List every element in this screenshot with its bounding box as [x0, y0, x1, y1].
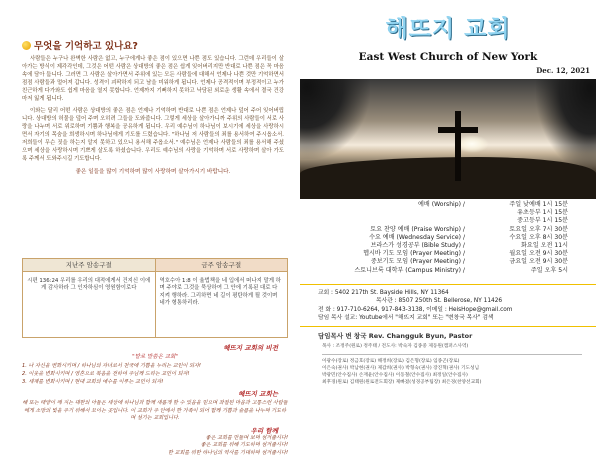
vision-section — [22, 343, 288, 458]
vision-item: 2. 이웃을 변화시키며 / 영혼으로 복음을 전하여 주님께 드리는 교인이 되자! — [22, 371, 190, 377]
manse-address: 목사관 : 8507 250th St. Bellerose, NY 11426 — [376, 298, 503, 305]
belief-paragraph: 해 또는 태양이 매 지는 대한의 아들은 세상에 하나님과 함께 새롭게 할 수 있음을 믿으며 좌절된 마음과 고통스런 사람들에게 소망의 빛을 주기 위해서 모이는 곳입니다. 이 교회가 주 안에서 한 가족이 되어 함께 기쁨과 슬픔을 나누며 기도하며 섬기는 교회입니다. — [22, 400, 288, 422]
schedule-name: 예배 (Worship) / — [418, 201, 465, 208]
schedule-row — [300, 226, 596, 234]
schedule-row — [300, 201, 596, 209]
schedule-time: 화요일 오전 11시 — [521, 241, 568, 249]
schedule-name — [300, 209, 468, 217]
meditation-section — [22, 38, 284, 175]
this-week-verse — [155, 259, 288, 337]
belief-title: 해뜨지 교회는 — [238, 390, 278, 398]
schedule-name: 수요 예배 (Wednesday Service) / — [369, 233, 465, 241]
meditation-paragraph-2: 이와는 달리 어떤 사람은 상대방의 좋은 점은 언제나 기억하며 반대로 나쁜 점은 언제나 덮어 주어 잊어버립니다. 상대방의 허물을 덮어 주며 오히려 그들을 도와줍니다. 그렇게 세상을 살아가니까 주위의 사람들이 서로 사랑을 나누며 서로 위로하며 기쁨과 행복을 공유하게 됩니다. 우리 예수님이 하나님이 보시기에 세상을 사랑하시면서 자기의 목숨을 희생하시며 하나님에게 기도를 드렸습니다. "하나님 저 사람들의 죄를 용서하여 주시옵소서. 저희들이 무슨 짓을 하는지 알지 못하고 있으니 용서해 주옵소서." 예수님은 언제나 사람들의 죄를 용서해 주셨으며 세상을 사랑하시며 기쁘게 살도록 하셨습니다. 우리도 예수님의 사랑을 기억하며 서로 사랑하며 살아 가도록 주께서 도와주시길 기도합니다. — [22, 107, 284, 163]
vision-subtitle: "말로 말씀은 교회" — [132, 354, 178, 360]
vision-item: 1. 나 자신을 변화시키며 / 하나님의 자녀로서 천국에 기쁨을 누리는 교인이 되자! — [22, 363, 201, 369]
schedule-time: 유초등부 1시 15분 — [517, 209, 568, 217]
vision-list — [22, 362, 288, 386]
memory-verse-box — [22, 258, 288, 338]
sun-bullet-icon — [22, 41, 31, 50]
church-name-korean: 해뜨지 교회 — [385, 16, 511, 42]
senior-pastor: 담임목사 변 창국 Rev. Changguk Byun, Pastor — [300, 326, 596, 340]
meditation-paragraph-1: 사람들은 누구나 완벽한 사람은 없고, 누구에게나 좋은 점이 있으면 나쁜 점도 있습니다. 그런데 우리들이 살아가는 방식이 제각각인데, 그것은 어떤 사람은 상대방의 좋은 점은 쉽게 잊어버리지만 반대로 나쁜 점은 꼭 마음속에 담아 둡니다. 그러면 그 사람은 살아가면서 주위에 있는 모든 사람들에 대해서 언제나 나쁜 것만 기억하면서 점점 사람들과 멀어져 갑니다. 성격이 괴팍하지 되고 남을 미워하게 됩니다. 언제나 공격적이며 부정적이고 누가 친근하게 다가와도 쉽게 마음을 열지 못합니다. 언제까지 기뻐하지 못하고 낙담된 외로운 생활 속에서 결국 건강마저 잃게 됩니다. — [22, 56, 284, 103]
schedule-time: 주일 오후 5시 — [530, 266, 568, 274]
hill-silhouette — [300, 157, 596, 199]
worship-schedule — [300, 201, 596, 275]
schedule-time: 월요일 오전 9시 30분 — [509, 250, 568, 258]
tree-silhouette-right — [536, 79, 596, 169]
schedule-name: 헵시바 기도 모임 (Prayer Meeting) / — [363, 250, 465, 258]
cross-sunrise-photo — [300, 79, 596, 199]
schedule-name: 브라스가 성경공부 (Bible Study) / — [370, 241, 465, 249]
meditation-title: 무엇을 기억하고 있나요? — [34, 41, 138, 52]
this-week-verse-text: 역호수아 1:8 이 율법책을 네 입에서 떠나지 말게 하며 주야로 그것을 묵상하여 그 안에 기록된 대로 다 지켜 행하라. 그리하면 네 길이 평탄하게 될 것이며 네가 형통하리라. — [159, 278, 281, 307]
last-week-verse-heading: 지난주 암송구절 — [23, 259, 155, 272]
schedule-row — [300, 217, 596, 225]
divider — [322, 354, 582, 355]
youtube-note: 담임 목사 설교: Youtube에서 "해뜨지 교회" 또는 "변창국 목사" 검색 — [318, 315, 494, 322]
cross-bar — [438, 127, 478, 133]
cross-icon — [455, 111, 461, 181]
last-week-verse — [23, 259, 155, 337]
meditation-closing: 좋은 일들을 많이 기억하며 많이 사랑하며 살아가시기 바랍니다. — [75, 169, 231, 176]
schedule-name — [300, 217, 468, 225]
schedule-time: 금요일 오전 9시 30분 — [509, 258, 568, 266]
prayer-line: 한 교회를 위한 하나님의 역사를 기대하며 섬겨줍시다! — [167, 449, 288, 456]
prayer-line: 좋은 교회를 만들며 보며 섬겨줍시다! — [205, 434, 288, 441]
staff-list — [300, 343, 596, 386]
elder-line: 이광수(장로) 정금호(장로) 해정희(장로) 김은형(장로) 임종곤(장로) — [322, 358, 460, 364]
vision-item: 3. 세계를 변화시키며 / 현대 교회의 예수를 이루는 교인이 되자! — [22, 379, 164, 385]
schedule-name: 토요 찬양 예배 (Praise Worship) / — [370, 225, 465, 233]
schedule-row — [300, 242, 596, 250]
schedule-time: 중고등부 1시 15분 — [517, 217, 568, 225]
bulletin-date: Dec. 12, 2021 — [536, 66, 590, 75]
schedule-row — [300, 234, 596, 242]
schedule-time: 주일 낮예배 1시 15분 — [509, 201, 568, 208]
meditation-heading — [22, 38, 284, 52]
church-name-english: East West Church of New York — [358, 51, 538, 63]
schedule-row — [300, 267, 596, 275]
schedule-time: 토요일 오후 7시 30분 — [509, 225, 568, 233]
elder-line: 이은숙(권사) 박남현(권사) 제갑희(권사) 박형숙(권사) 장진혁(권사) 기도성님 — [322, 365, 480, 371]
staff-line: 목사 : 조정주(원로) 정주태 / 전도사: 박숙자 김종중 제동원(캠퍼스사역) — [322, 343, 469, 349]
contact-info — [300, 284, 596, 323]
schedule-name: 중보기도 모임 (Prayer Meeting) / — [370, 258, 465, 266]
phone-email: 전 화 : 917-710-6264, 917-843-3138, 이메일 : HeisHope@gmail.com — [318, 306, 513, 313]
vision-title: 해뜨지 교회의 비전 — [223, 344, 278, 352]
this-week-verse-heading: 금주 암송구절 — [156, 259, 288, 272]
prayer-title: 우리 함께 — [250, 426, 278, 435]
church-info-section — [300, 8, 596, 386]
church-address: 교회 : 5402 217th St. Bayside Hills, NY 11364 — [318, 289, 449, 296]
tree-silhouette-left — [300, 79, 370, 159]
schedule-time: 수요일 오후 8시 30분 — [509, 233, 568, 241]
elder-line: 박광민(안수집사) 손재윤(안수집사) 이동철(안수집사) 최정일(안수집사) — [322, 372, 468, 378]
last-week-verse-text: 시편 136:24 우리를 우리의 대적에게서 건지신 이에게 감사하라 그 인자하심이 영원함이로다 — [27, 278, 151, 292]
elder-line: 최후경(원로) 김태원(원로전도회장) 제빠졌(성경공부팀장) 최은경(찬양선교회) — [322, 379, 482, 385]
schedule-row — [300, 258, 596, 266]
prayer-line: 좋은 교회를 위해 기도하며 섬겨줍시다! — [200, 442, 288, 449]
schedule-name: 스토니브룩 대학부 (Campus Ministry) / — [354, 266, 465, 274]
